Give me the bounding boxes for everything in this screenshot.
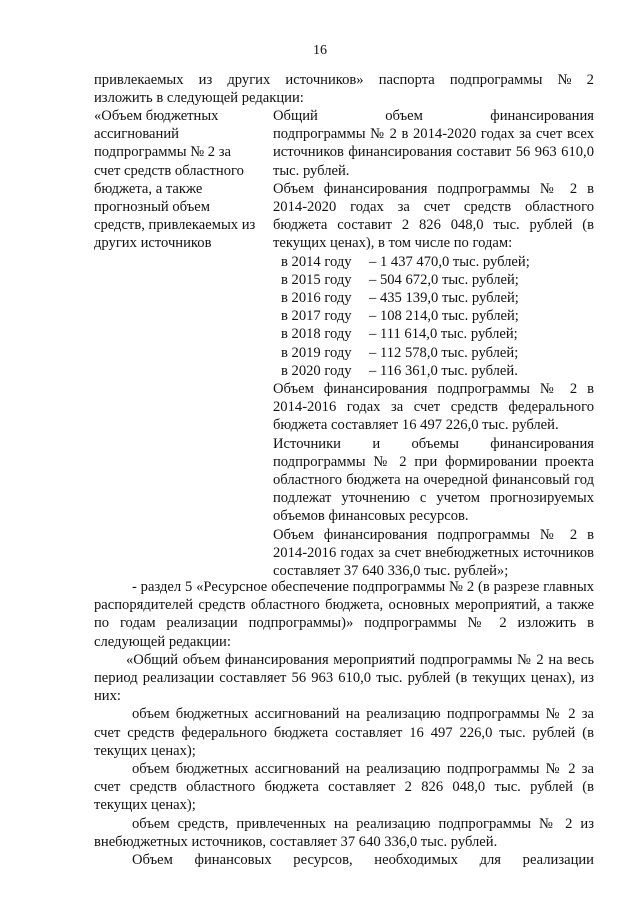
intro-word: других — [227, 72, 271, 88]
left-column-line: подпрограммы № 2 за — [94, 144, 231, 161]
year-amount: – 435 139,0 тыс. рублей; — [369, 290, 519, 307]
page-number: 16 — [313, 43, 327, 58]
section-5-federal: объем бюджетных ассигнований на реализацию подпрограммы № 2 за счет средств федерального бюджета составляет 16 497 226,0 тыс. рублей (в текущих ценах); — [94, 706, 594, 759]
year-label: в 2018 году — [281, 326, 352, 343]
intro-word: № — [557, 72, 572, 88]
year-label: в 2014 году — [281, 253, 352, 270]
section-5-extrabudgetary: объем средств, привлеченных на реализацию подпрограммы № 2 из внебюджетных источников, составляет 37 640 336,0 тыс. рублей. — [94, 815, 594, 850]
section-5-regional: объем бюджетных ассигнований на реализацию подпрограммы № 2 за счет средств областного бюджета составляет 2 826 048,0 тыс. рублей (в текущих ценах); — [94, 761, 594, 814]
left-column-line: средств, привлекаемых из — [94, 217, 256, 234]
year-label: в 2017 году — [281, 308, 352, 325]
left-column-line: прогнозный объем — [94, 199, 210, 216]
sources-paragraph: Источники и объемы финансирования подпрограммы № 2 при формировании проекта областного бюджета на очередной финансовый год подлежат уточнению с учетом прогнозируемых объемов финансовых ресурсов. — [273, 435, 594, 525]
intro-word: 2 — [586, 72, 594, 88]
left-column-line: других источников — [94, 235, 212, 252]
yearly-financing-list — [273, 253, 594, 380]
section-5-text — [94, 578, 594, 869]
year-label: в 2015 году — [281, 271, 352, 288]
intro-line-2: изложить в следующей редакции: — [94, 90, 304, 107]
federal-budget-paragraph: Объем финансирования подпрограммы № 2 в 2014-2016 годах за счет средств федерального бюджета составляет 16 497 226,0 тыс. рублей. — [273, 381, 594, 434]
year-row — [281, 271, 594, 289]
intro-line-1 — [94, 71, 594, 89]
intro-word: привлекаемых — [94, 72, 184, 88]
left-column-line: «Объем бюджетных — [94, 108, 219, 124]
word: Общий — [273, 108, 318, 124]
section-5-resources: Объем финансовых ресурсов, необходимых для реализации — [132, 852, 594, 869]
year-label: в 2016 году — [281, 290, 352, 307]
year-amount: – 504 672,0 тыс. рублей; — [369, 271, 519, 288]
year-amount: – 108 214,0 тыс. рублей; — [369, 308, 519, 325]
intro-word: подпрограммы — [449, 72, 543, 88]
year-row — [281, 253, 594, 271]
intro-word: источников» — [285, 72, 364, 88]
total-financing-paragraph: подпрограммы № 2 в 2014-2020 годах за счет всех источников финансирования составит 56 963 610,0 тыс. рублей. — [273, 126, 594, 179]
left-column-line: ассигнований — [94, 126, 179, 143]
year-row — [281, 325, 594, 343]
section-5-total: «Общий объем финансирования мероприятий подпрограммы № 2 на весь период реализации составляет 56 963 610,0 тыс. рублей (в текущих ценах), из них: — [94, 651, 594, 705]
year-amount: – 112 578,0 тыс. рублей; — [369, 344, 519, 361]
total-financing-line-1 — [273, 107, 594, 125]
year-amount: – 1 437 470,0 тыс. рублей; — [369, 253, 530, 270]
year-amount: – 116 361,0 тыс. рублей. — [369, 362, 518, 379]
left-column-line: бюджета, а также — [94, 180, 203, 197]
year-label: в 2019 году — [281, 344, 352, 361]
intro-word: паспорта — [378, 72, 435, 88]
intro-word: из — [198, 72, 213, 88]
year-amount: – 111 614,0 тыс. рублей; — [369, 326, 518, 343]
table-left-column — [94, 107, 264, 253]
year-row — [281, 362, 594, 380]
year-row — [281, 289, 594, 307]
left-column-line: счет средств областного — [94, 162, 244, 179]
year-row — [281, 307, 594, 325]
regional-budget-paragraph: Объем финансирования подпрограммы № 2 в 2014-2020 годах за счет средств областного бюджета составит 2 826 048,0 тыс. рублей (в текущих ценах), в том числе по годам: — [273, 180, 594, 252]
word: финансирования — [490, 108, 594, 124]
table-right-column — [273, 107, 594, 580]
section-5-intro: - раздел 5 «Ресурсное обеспечение подпрограммы № 2 (в разрезе главных распорядителей средств областного бюджета, основных мероприятий, а также по годам реализации подпрограммы)» подпрограммы № 2 изложить в следующей редакции: — [94, 579, 594, 650]
extrabudgetary-paragraph: Объем финансирования подпрограммы № 2 в 2014-2016 годах за счет внебюджетных источников составляет 37 640 336,0 тыс. рублей»; — [273, 526, 594, 580]
year-row — [281, 344, 594, 362]
year-label: в 2020 году — [281, 362, 352, 379]
word: объем — [385, 108, 423, 124]
intro-text — [94, 71, 594, 107]
